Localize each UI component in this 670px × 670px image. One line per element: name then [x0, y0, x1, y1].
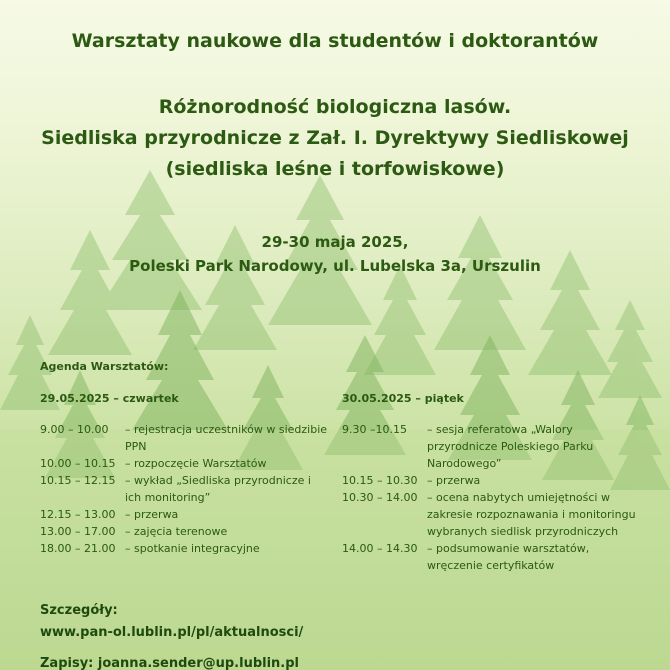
subtitle-line-1: Różnorodność biologiczna lasów.: [158, 96, 512, 118]
item-time: 12.15 – 13.00: [40, 508, 116, 521]
item-desc: – sesja referatowa „Walory przyrodnicze Poleskiego Parku Narodowego”: [427, 423, 594, 470]
agenda-heading: Agenda Warsztatów:: [40, 360, 169, 373]
item-desc: – rejestracja uczestników w siedzibie PPN: [125, 423, 328, 453]
workshop-title: Warsztaty naukowe dla studentów i doktorantów: [71, 30, 599, 52]
item-time: 10.30 – 14.00: [342, 491, 418, 504]
item-desc: – podsumowanie warsztatów, wręczenie certyfikatów: [427, 542, 590, 572]
details-label: Szczegóły:: [40, 603, 118, 618]
agenda-item: [342, 421, 637, 472]
day-2-label: 30.05.2025 – piątek: [342, 392, 464, 405]
item-desc: – wykład „Siedliska przyrodnicze i ich monitoring”: [125, 474, 311, 504]
item-time: 10.15 – 10.30: [342, 474, 418, 487]
event-date: 29-30 maja 2025,: [261, 233, 409, 251]
item-time: 10.15 – 12.15: [40, 474, 116, 487]
item-time: 14.00 – 14.30: [342, 542, 418, 555]
day-1-label: 29.05.2025 – czwartek: [40, 392, 179, 405]
event-location: Poleski Park Narodowy, ul. Lubelska 3a, Urszulin: [129, 257, 541, 275]
item-time: 13.00 – 17.00: [40, 525, 116, 538]
item-time: 10.00 – 10.15: [40, 457, 116, 470]
agenda-item: [40, 506, 330, 523]
agenda-day-1: [40, 390, 330, 557]
subtitle-line-2: Siedliska przyrodnicze z Zał. I. Dyrektywy Siedliskowej: [41, 127, 629, 149]
agenda-item: [40, 523, 330, 540]
agenda-item: [40, 421, 330, 455]
agenda-item: [40, 540, 330, 557]
agenda-item: [40, 455, 330, 472]
item-desc: – zajęcia terenowe: [125, 525, 228, 538]
agenda-item: [342, 472, 637, 489]
item-desc: – spotkanie integracyjne: [125, 542, 260, 555]
agenda-day-2: [342, 390, 637, 574]
item-time: 9.30 –10.15: [342, 423, 407, 436]
agenda-item: [40, 472, 330, 506]
details-link[interactable]: www.pan-ol.lublin.pl/pl/aktualnosci/: [40, 625, 304, 640]
item-time: 9.00 – 10.00: [40, 423, 109, 436]
agenda-item: [342, 540, 637, 574]
event-info: [0, 230, 670, 278]
signup-contact[interactable]: Zapisy: joanna.sender@up.lublin.pl: [40, 656, 300, 670]
item-desc: – przerwa: [125, 508, 179, 521]
agenda-item: [342, 489, 637, 540]
workshop-subtitle: [0, 92, 670, 185]
details-section: [40, 600, 303, 644]
item-desc: – przerwa: [427, 474, 481, 487]
item-desc: – ocena nabytych umiejętności w zakresie rozpoznawania i monitoringu wybranych siedlisk przyrodniczych: [427, 491, 636, 538]
subtitle-line-3: (siedliska leśne i torfowiskowe): [165, 158, 505, 180]
item-time: 18.00 – 21.00: [40, 542, 116, 555]
item-desc: – rozpoczęcie Warsztatów: [125, 457, 267, 470]
